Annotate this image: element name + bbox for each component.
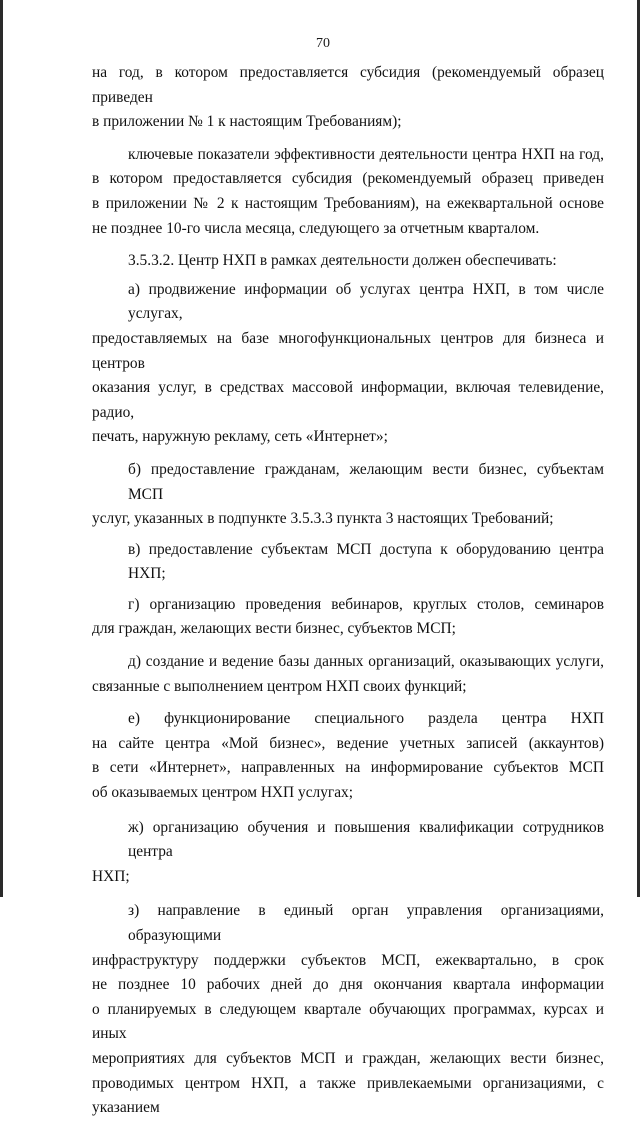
text-line: печать, наружную рекламу, сеть «Интернет»; [92,428,388,446]
document-body [92,61,604,1121]
text-line: в приложении № 2 к настоящим Требованиям), на ежеквартальной основе [92,194,604,212]
text-line: инфраструктуру поддержки субъектов МСП, ежеквартально, в срок [92,951,604,969]
text-line: оказания услуг, в средствах массовой информации, включая телевидение, радио, [92,379,604,421]
text-line: проводимых центром НХП, а также привлекаемыми организациями, с указанием [92,1074,604,1117]
text-line: г) организацию проведения вебинаров, круглых столов, семинаров [128,595,604,613]
text-line: е) функционирование специального раздела центра НХП [128,710,604,728]
text-line: а) продвижение информации об услугах центра НХП, в том числе услугах, [128,280,604,323]
text-line: мероприятиях для субъектов МСП и граждан, желающих вести бизнес, [92,1049,604,1067]
text-line: в приложении № 1 к настоящим Требованиям); [92,113,402,131]
text-line: на год, в котором предоставляется субсидия (рекомендуемый образец приведен [92,64,604,106]
text-line: б) предоставление гражданам, желающим вести бизнес, субъектам МСП [128,460,604,503]
text-line: в сети «Интернет», направленных на информирование субъектов МСП [92,759,604,777]
text-line: в котором предоставляется субсидия (рекомендуемый образец приведен [92,170,604,188]
text-line: предоставляемых на базе многофункциональных центров для бизнеса и центров [92,329,604,372]
text-line: не позднее 10 рабочих дней до дня окончания квартала информации [92,976,604,994]
page-number: 70 [316,36,330,51]
text-line: 3.5.3.2. Центр НХП в рамках деятельности должен обеспечивать: [128,252,557,270]
text-line: на сайте центра «Мой бизнес», ведение учетных записей (аккаунтов) [92,734,604,752]
text-line: не позднее 10-го числа месяца, следующего за отчетным кварталом. [92,219,540,237]
text-line: ключевые показатели эффективности деятельности центра НХП на год, [128,145,604,163]
text-line: ж) организацию обучения и повышения квалификации сотрудников центра [128,818,604,861]
text-line: услуг, указанных в подпункте 3.5.3.3 пункта 3 настоящих Требований; [92,510,554,528]
text-line: связанные с выполнением центром НХП своих функций; [92,677,467,695]
text-line: НХП; [92,867,130,885]
text-line: для граждан, желающих вести бизнес, субъектов МСП; [92,620,456,638]
text-line: д) создание и ведение базы данных организаций, оказывающих услуги, [128,653,604,671]
text-line: о планируемых в следующем квартале обучающих программах, курсах и иных [92,1000,604,1043]
text-line: з) направление в единый орган управления организациями, образующими [128,902,604,944]
text-line: в) предоставление субъектам МСП доступа к оборудованию центра НХП; [128,540,604,583]
text-line: об оказываемых центром НХП услугах; [92,784,354,802]
